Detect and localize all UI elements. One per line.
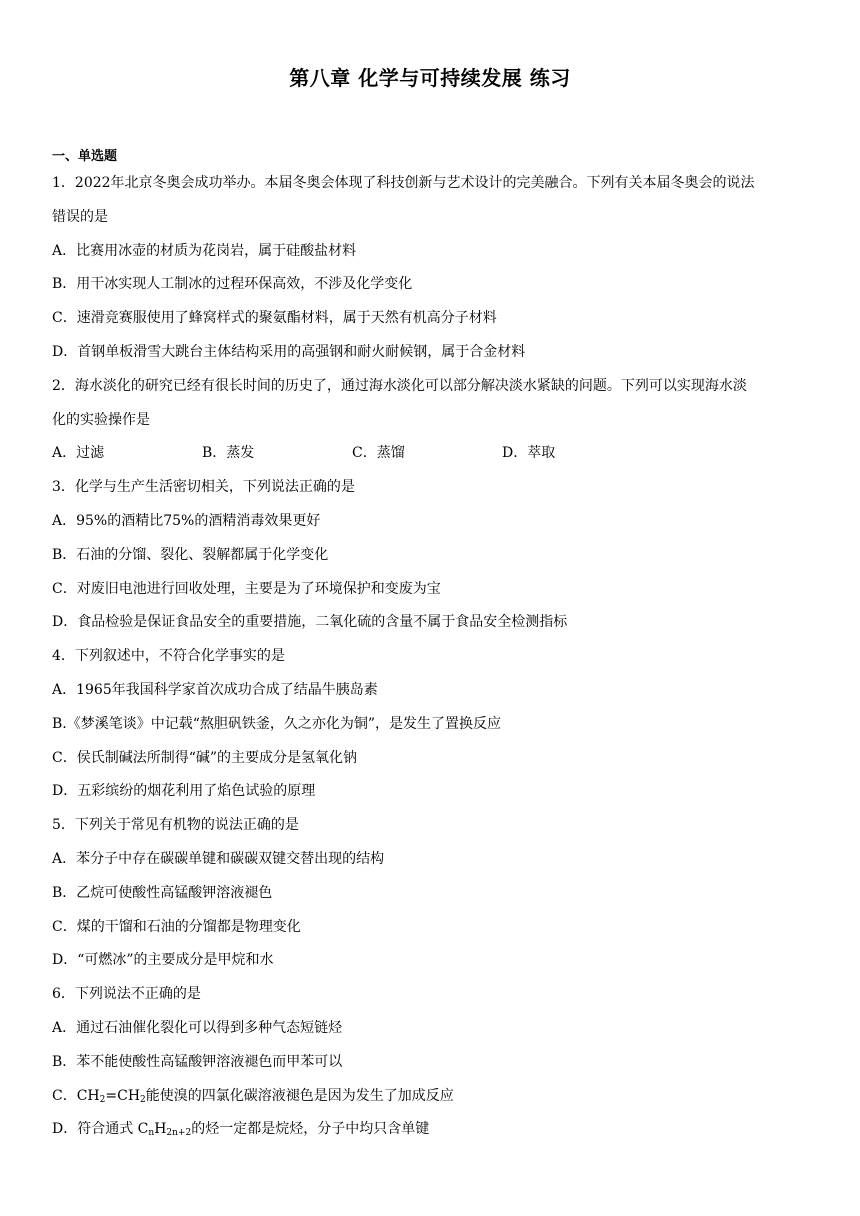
question-list [52, 167, 812, 1147]
question-4-option-c: C．侯氏制碱法所制得“碱”的主要成分是氢氧化钠 [52, 749, 358, 766]
question-2-stem: 2．海水淡化的研究已经有很长时间的历史了，通过海水淡化可以部分解决淡水紧缺的问题。下列可以实现海水淡 [52, 377, 747, 394]
question-5-option-a: A．苯分子中存在碳碳单键和碳碳双键交替出现的结构 [52, 850, 385, 867]
option-c-subscript-1: 2 [99, 1094, 106, 1105]
question-1-stem-continued: 错误的是 [52, 208, 108, 225]
question-5-option-b: B．乙烷可使酸性高锰酸钾溶液褪色 [52, 884, 273, 901]
question-3-option-c: C．对废旧电池进行回收处理，主要是为了环境保护和变废为宝 [52, 580, 441, 597]
option-c-subscript-2: 2 [140, 1094, 146, 1105]
question-5-stem: 5．下列关于常见有机物的说法正确的是 [52, 817, 299, 834]
question-6-option-a: A．通过石油催化裂化可以得到多种气态短链烃 [52, 1019, 343, 1036]
question-2-option-c: C．蒸馏 [352, 445, 405, 462]
option-d-subscript-2: 2n+2 [166, 1128, 192, 1139]
page-title: 第八章 化学与可持续发展 练习 [289, 66, 571, 90]
section-heading: 一、单选题 [52, 149, 118, 164]
option-c-middle: =CH [105, 1087, 141, 1104]
question-2-options [52, 437, 812, 471]
question-3-stem: 3．化学与生产生活密切相关，下列说法正确的是 [52, 479, 355, 496]
question-1-option-b: B．用干冰实现人工制冰的过程环保高效，不涉及化学变化 [52, 276, 413, 293]
question-3-option-d: D．食品检验是保证食品安全的重要措施，二氧化硫的含量不属于食品安全检测指标 [52, 614, 568, 631]
question-6-option-b: B．苯不能使酸性高锰酸钾溶液褪色而甲苯可以 [52, 1053, 343, 1070]
question-6-stem: 6．下列说法不正确的是 [52, 986, 201, 1003]
option-d-suffix: 的烃一定都是烷烃，分子中均只含单键 [191, 1121, 430, 1138]
question-3-option-b: B．石油的分馏、裂化、裂解都属于化学变化 [52, 546, 329, 563]
question-1-option-d: D．首钢单板滑雪大跳台主体结构采用的高强钢和耐火耐候钢，属于合金材料 [52, 343, 526, 360]
question-5-option-c: C．煤的干馏和石油的分馏都是物理变化 [52, 918, 301, 935]
question-6-option-c [52, 1080, 812, 1114]
option-d-middle: H [154, 1121, 167, 1138]
question-4-option-a: A．1965年我国科学家首次成功合成了结晶牛胰岛素 [52, 681, 378, 698]
question-4-stem: 4．下列叙述中，不符合化学事实的是 [52, 648, 285, 665]
option-d-subscript-1: n [148, 1128, 155, 1139]
question-4-option-b: B.《梦溪笔谈》中记载“熬胆矾铁釜，久之亦化为铜”，是发生了置换反应 [52, 715, 502, 732]
question-1-option-a: A．比赛用冰壶的材质为花岗岩，属于硅酸盐材料 [52, 242, 357, 259]
question-6-option-d [52, 1113, 812, 1147]
question-1-stem: 1．2022年北京冬奥会成功举办。本届冬奥会体现了科技创新与艺术设计的完美融合。下列有关本届冬奥会的说法 [52, 175, 755, 191]
option-c-suffix: 能使溴的四氯化碳溶液褪色是因为发生了加成反应 [145, 1087, 454, 1104]
option-c-prefix: C．CH [52, 1087, 100, 1104]
question-2-option-d: D．萃取 [502, 445, 556, 462]
question-2-option-a: A．过滤 [52, 445, 105, 462]
question-5-option-d: D．“可燃冰”的主要成分是甲烷和水 [52, 952, 274, 969]
question-4-option-d: D．五彩缤纷的烟花利用了焰色试验的原理 [52, 783, 316, 800]
option-d-prefix: D．符合通式 C [52, 1121, 149, 1138]
question-1-option-c: C．速滑竞赛服使用了蜂窝样式的聚氨酯材料，属于天然有机高分子材料 [52, 310, 497, 327]
question-3-option-a: A．95%的酒精比75%的酒精消毒效果更好 [52, 512, 321, 529]
question-2-stem-continued: 化的实验操作是 [52, 411, 150, 428]
question-2-option-b: B．蒸发 [202, 445, 255, 462]
